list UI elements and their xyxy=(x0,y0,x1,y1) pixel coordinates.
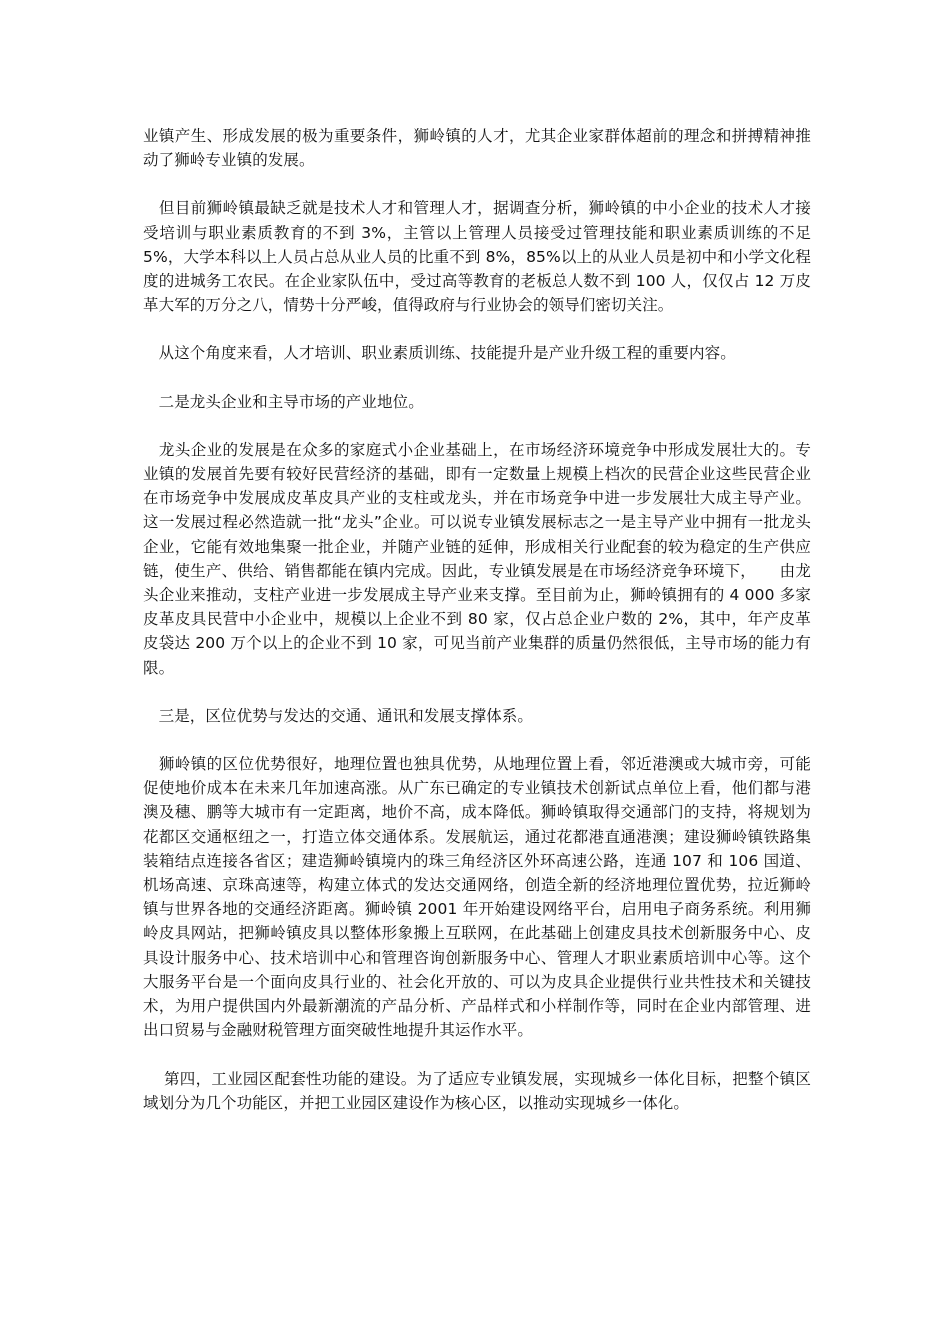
paragraph-leading-enterprises: 龙头企业的发展是在众多的家庭式小企业基础上，在市场经济环境竞争中形成发展壮大的。专业镇的发展首先要有较好民营经济的基础，即有一定数量上规模上档次的民营企业这些民营企业在市场竞争中发展成皮革皮具产业的支柱或龙头，并在市场竞争中进一步发展壮大成主导产业。这一发展过程必然造就一批“龙头”企业。可以说专业镇发展标志之一是主导产业中拥有一批龙头企业，它能有效地集聚一批企业，并随产业链的延伸，形成相关行业配套的较为稳定的生产供应链，使生产、供给、销售都能在镇内完成。因此，专业镇发展是在市场经济竞争环境下， 由龙头企业来推动，支柱产业进一步发展成主导产业来支撑。至目前为止，狮岭镇拥有的 4 000 多家皮革皮具民营中小企业中，规模以上企业不到 80 家，仅占总企业户数的 2%，其中，年产皮革皮袋达 200 万个以上的企业不到 10 家，可见当前产业集群的质量仍然很低，主导市场的能力有限。 xyxy=(143,440,811,677)
paragraph-section-location: 三是，区位优势与发达的交通、通讯和发展支撑体系。 xyxy=(143,706,534,725)
paragraph-location-advantage: 狮岭镇的区位优势很好，地理位置也独具优势，从地理位置上看，邻近港澳或大城市旁，可能促使地价成本在未来几年加速高涨。从广东已确定的专业镇技术创新试点单位上看，他们都与港澳及穗、鹏等大城市有一定距离，地价不高，成本降低。狮岭镇取得交通部门的支持，将规划为花都区交通枢纽之一，打造立体交通体系。发展航运，通过花都港直通港澳；建设狮岭镇铁路集装箱结点连接各省区；建造狮岭镇境内的珠三角经济区外环高速公路，连通 107 和 106 国道、机场高速、京珠高速等，构建立体式的发达交通网络，创造全新的经济地理位置优势，拉近狮岭镇与世界各地的交通经济距离。狮岭镇 2001 年开始建设网络平台，启用电子商务系统。利用狮岭皮具网站，把狮岭镇皮具以整体形象搬上互联网，在此基础上创建皮具技术创新服务中心、皮具设计服务中心、技术培训中心和管理咨询创新服务中心、管理人才职业素质培训中心等。这个大服务平台是一个面向皮具行业的、社会化开放的、可以为皮具企业提供行业共性技术和关键技术，为用户提供国内外最新潮流的产品分析、产品样式和小样制作等，同时在企业内部管理、进出口贸易与金融财税管理方面突破性地提升其运作水平。 xyxy=(143,755,811,1040)
paragraph-industrial-park: 第四，工业园区配套性功能的建设。为了适应专业镇发展，实现城乡一体化目标，把整个镇区域划分为几个功能区，并把工业园区建设作为核心区，以推动实现城乡一体化。 xyxy=(143,1069,811,1112)
document-body xyxy=(143,124,817,1139)
paragraph-training-importance: 从这个角度来看，人才培训、职业素质训练、技能提升是产业升级工程的重要内容。 xyxy=(143,344,736,363)
paragraph-talent-shortage: 但目前狮岭镇最缺乏就是技术人才和管理人才，据调查分析，狮岭镇的中小企业的技术人才接受培训与职业素质教育的不到 3%，主管以上管理人员接受过管理技能和职业素质训练的不足 5%，大学本科以上人员占总从业人员的比重不到 8%，85%以上的从业人员是初中和小学文化程度的进城务工农民。在企业家队伍中，受过高等教育的老板总人数不到 100 人，仅仅占 12 万皮革大军的万分之八，情势十分严峻，值得政府与行业协会的领导们密切关注。 xyxy=(143,199,817,315)
paragraph-section-leading-enterprises: 二是龙头企业和主导市场的产业地位。 xyxy=(143,392,424,411)
paragraph-talent-conclusion: 业镇产生、形成发展的极为重要条件，狮岭镇的人才，尤其企业家群体超前的理念和拼搏精神推动了狮岭专业镇的发展。 xyxy=(143,127,811,170)
